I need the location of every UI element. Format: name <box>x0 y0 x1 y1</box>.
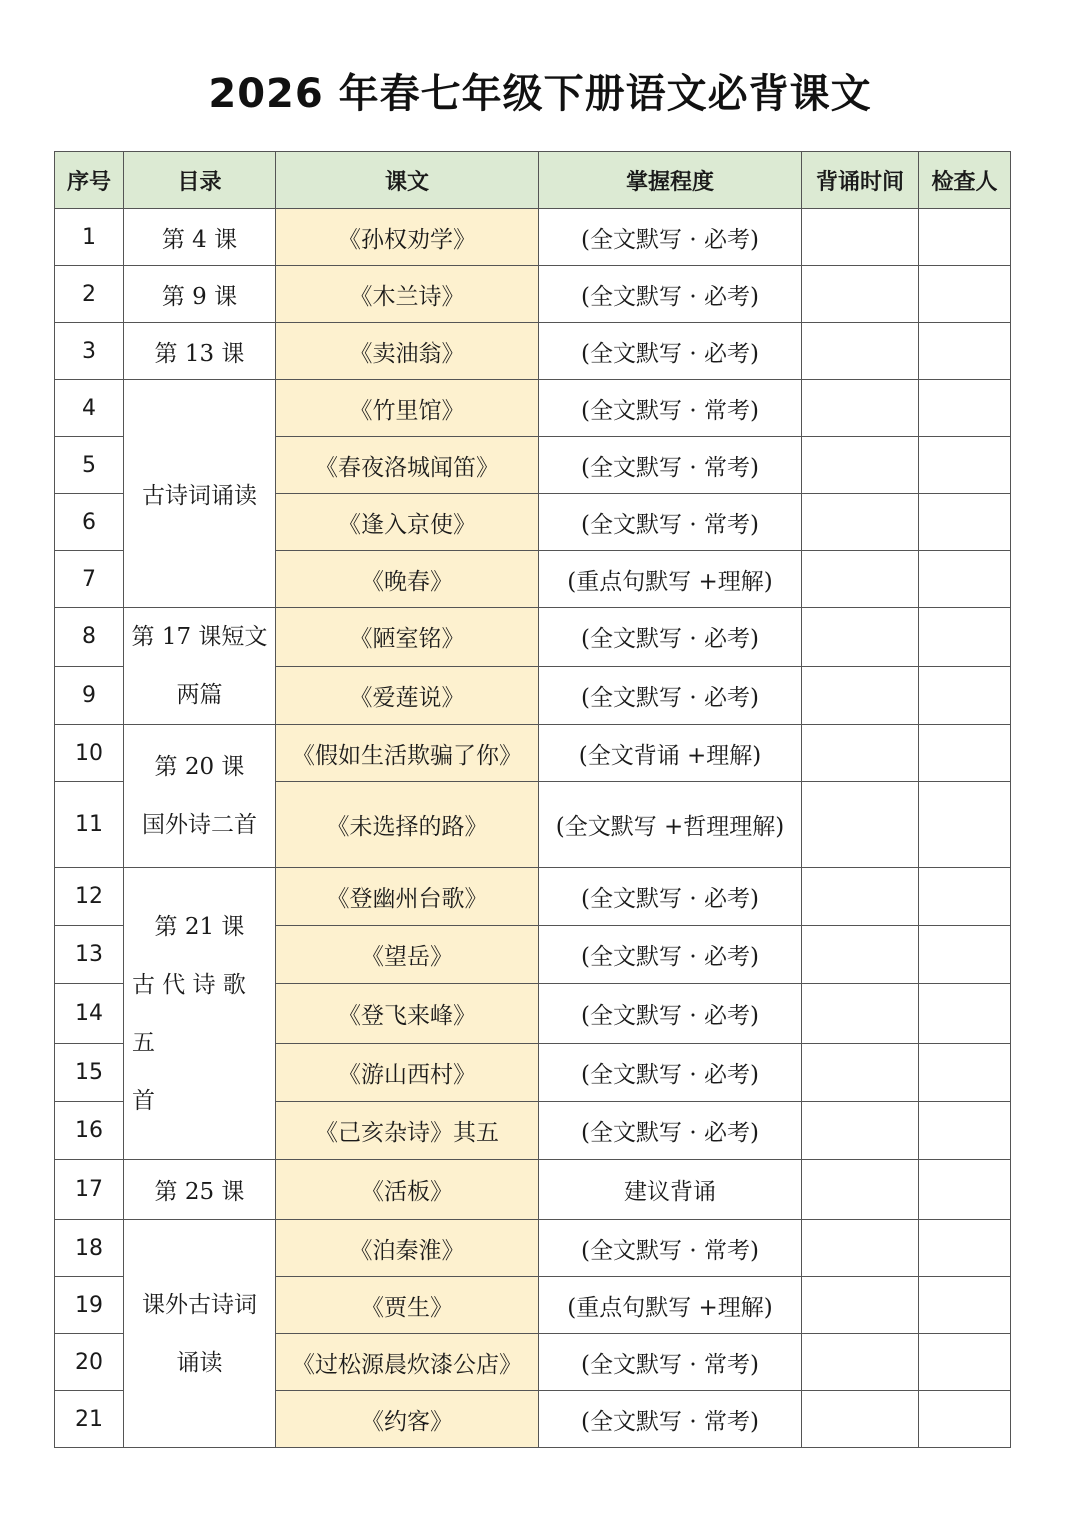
mastery-level: (全文默写 · 必考) <box>539 1102 802 1160</box>
mastery-level: (全文默写 · 常考) <box>539 1220 802 1277</box>
checker-cell[interactable] <box>919 1334 1011 1391</box>
recite-time-cell[interactable] <box>802 551 919 608</box>
row-number: 4 <box>55 380 124 437</box>
header-index: 序号 <box>55 152 124 209</box>
text-title: 《晚春》 <box>276 551 539 608</box>
table-row <box>55 608 1011 667</box>
text-title: 《登幽州台歌》 <box>276 868 539 926</box>
page-title: 2026 年春七年级下册语文必背课文 <box>208 71 872 117</box>
mastery-level: (全文默写 · 必考) <box>539 266 802 323</box>
text-title: 《陋室铭》 <box>276 608 539 667</box>
catalog-cell <box>124 868 276 1160</box>
table-row <box>55 1160 1011 1220</box>
recite-time-cell[interactable] <box>802 1277 919 1334</box>
checker-cell[interactable] <box>919 437 1011 494</box>
recite-time-cell[interactable] <box>802 1102 919 1160</box>
mastery-level: (重点句默写 +理解) <box>539 551 802 608</box>
header-catalog: 目录 <box>124 152 276 209</box>
checker-cell[interactable] <box>919 551 1011 608</box>
row-number: 13 <box>55 926 124 984</box>
checker-cell[interactable] <box>919 926 1011 984</box>
mastery-level: (全文默写 · 必考) <box>539 209 802 266</box>
checker-cell[interactable] <box>919 1220 1011 1277</box>
row-number: 21 <box>55 1391 124 1448</box>
catalog-line: 首 <box>132 1087 155 1114</box>
mastery-level: (全文默写 · 必考) <box>539 323 802 380</box>
mastery-level: (全文默写 · 必考) <box>539 608 802 667</box>
row-number: 14 <box>55 984 124 1044</box>
recite-time-cell[interactable] <box>802 323 919 380</box>
recitation-table <box>54 151 1011 1448</box>
recite-time-cell[interactable] <box>802 984 919 1044</box>
row-number: 9 <box>55 666 124 725</box>
mastery-level: (全文默写 · 常考) <box>539 1334 802 1391</box>
checker-cell[interactable] <box>919 725 1011 782</box>
recite-time-cell[interactable] <box>802 1160 919 1220</box>
recite-time-cell[interactable] <box>802 782 919 868</box>
row-number: 2 <box>55 266 124 323</box>
mastery-level: (重点句默写 +理解) <box>539 1277 802 1334</box>
row-number: 7 <box>55 551 124 608</box>
checker-cell[interactable] <box>919 323 1011 380</box>
catalog-cell <box>124 209 276 266</box>
mastery-level: (全文默写 · 必考) <box>539 868 802 926</box>
checker-cell[interactable] <box>919 1160 1011 1220</box>
catalog-line: 第 13 课 <box>154 340 245 367</box>
checker-cell[interactable] <box>919 984 1011 1044</box>
row-number: 18 <box>55 1220 124 1277</box>
mastery-level: (全文默写 · 常考) <box>539 380 802 437</box>
table-row <box>55 868 1011 926</box>
catalog-line: 两篇 <box>176 682 223 708</box>
text-title: 《木兰诗》 <box>276 266 539 323</box>
mastery-level: (全文默写 · 必考) <box>539 926 802 984</box>
row-number: 10 <box>55 725 124 782</box>
catalog-line: 诵读 <box>176 1349 223 1376</box>
checker-cell[interactable] <box>919 868 1011 926</box>
text-title: 《泊秦淮》 <box>276 1220 539 1277</box>
checker-cell[interactable] <box>919 1044 1011 1102</box>
checker-cell[interactable] <box>919 666 1011 725</box>
mastery-level: (全文默写 · 常考) <box>539 494 802 551</box>
row-number: 5 <box>55 437 124 494</box>
table-header-row <box>55 152 1011 209</box>
text-title: 《过松源晨炊漆公店》 <box>276 1334 539 1391</box>
header-text: 课文 <box>276 152 539 209</box>
checker-cell[interactable] <box>919 782 1011 868</box>
catalog-cell <box>124 1220 276 1448</box>
catalog-cell <box>124 266 276 323</box>
recite-time-cell[interactable] <box>802 1220 919 1277</box>
row-number: 6 <box>55 494 124 551</box>
catalog-cell <box>124 1160 276 1220</box>
catalog-line: 第 25 课 <box>154 1179 245 1205</box>
recite-time-cell[interactable] <box>802 868 919 926</box>
table-row <box>55 380 1011 437</box>
catalog-line: 第 9 课 <box>161 283 238 310</box>
text-title: 《游山西村》 <box>276 1044 539 1102</box>
row-number: 17 <box>55 1160 124 1220</box>
header-mastery: 掌握程度 <box>539 152 802 209</box>
row-number: 19 <box>55 1277 124 1334</box>
recite-time-cell[interactable] <box>802 494 919 551</box>
row-number: 16 <box>55 1102 124 1160</box>
row-number: 11 <box>55 782 124 868</box>
text-title: 《活板》 <box>276 1160 539 1220</box>
recite-time-cell[interactable] <box>802 266 919 323</box>
mastery-level: 建议背诵 <box>539 1160 802 1220</box>
recite-time-cell[interactable] <box>802 380 919 437</box>
text-title: 《未选择的路》 <box>276 782 539 868</box>
recite-time-cell[interactable] <box>802 437 919 494</box>
mastery-level: (全文默写 +哲理理解) <box>539 782 802 868</box>
checker-cell[interactable] <box>919 1102 1011 1160</box>
table-row <box>55 266 1011 323</box>
text-title: 《孙权劝学》 <box>276 209 539 266</box>
checker-cell[interactable] <box>919 1391 1011 1448</box>
catalog-line: 第 21 课 <box>154 913 245 940</box>
recite-time-cell[interactable] <box>802 926 919 984</box>
text-title: 《爱莲说》 <box>276 666 539 725</box>
recite-time-cell[interactable] <box>802 209 919 266</box>
recite-time-cell[interactable] <box>802 1334 919 1391</box>
text-title: 《竹里馆》 <box>276 380 539 437</box>
checker-cell[interactable] <box>919 494 1011 551</box>
checker-cell[interactable] <box>919 1277 1011 1334</box>
catalog-line: 第 17 课短文 <box>131 624 268 650</box>
mastery-level: (全文默写 · 必考) <box>539 1044 802 1102</box>
checker-cell[interactable] <box>919 608 1011 667</box>
header-checker: 检查人 <box>919 152 1011 209</box>
row-number: 15 <box>55 1044 124 1102</box>
recite-time-cell[interactable] <box>802 1391 919 1448</box>
text-title: 《己亥杂诗》其五 <box>276 1102 539 1160</box>
checker-cell[interactable] <box>919 266 1011 323</box>
text-title: 《春夜洛城闻笛》 <box>276 437 539 494</box>
row-number: 1 <box>55 209 124 266</box>
catalog-cell <box>124 608 276 725</box>
catalog-line: 古诗词诵读 <box>142 483 257 509</box>
table-row <box>55 1220 1011 1277</box>
catalog-line: 第 4 课 <box>161 226 238 253</box>
header-recite-time: 背诵时间 <box>802 152 919 209</box>
mastery-level: (全文默写 · 常考) <box>539 1391 802 1448</box>
mastery-level: (全文默写 · 必考) <box>539 666 802 725</box>
text-title: 《卖油翁》 <box>276 323 539 380</box>
checker-cell[interactable] <box>919 209 1011 266</box>
checker-cell[interactable] <box>919 380 1011 437</box>
table-row <box>55 725 1011 782</box>
mastery-level: (全文默写 · 必考) <box>539 984 802 1044</box>
catalog-line: 古 代 诗 歌 五 <box>132 971 246 1056</box>
catalog-line: 第 20 课 <box>154 754 245 780</box>
recite-time-cell[interactable] <box>802 725 919 782</box>
mastery-level: (全文默写 · 常考) <box>539 437 802 494</box>
table-row <box>55 323 1011 380</box>
mastery-level: (全文背诵 +理解) <box>539 725 802 782</box>
text-title: 《望岳》 <box>276 926 539 984</box>
catalog-cell <box>124 380 276 608</box>
text-title: 《贾生》 <box>276 1277 539 1334</box>
catalog-line: 国外诗二首 <box>142 812 257 838</box>
text-title: 《约客》 <box>276 1391 539 1448</box>
recite-time-cell[interactable] <box>802 666 919 725</box>
catalog-line: 课外古诗词 <box>142 1291 257 1318</box>
row-number: 8 <box>55 608 124 667</box>
row-number: 3 <box>55 323 124 380</box>
catalog-cell <box>124 725 276 868</box>
table-row <box>55 209 1011 266</box>
row-number: 12 <box>55 868 124 926</box>
catalog-cell <box>124 323 276 380</box>
text-title: 《登飞来峰》 <box>276 984 539 1044</box>
row-number: 20 <box>55 1334 124 1391</box>
recite-time-cell[interactable] <box>802 1044 919 1102</box>
text-title: 《假如生活欺骗了你》 <box>276 725 539 782</box>
recite-time-cell[interactable] <box>802 608 919 667</box>
text-title: 《逢入京使》 <box>276 494 539 551</box>
